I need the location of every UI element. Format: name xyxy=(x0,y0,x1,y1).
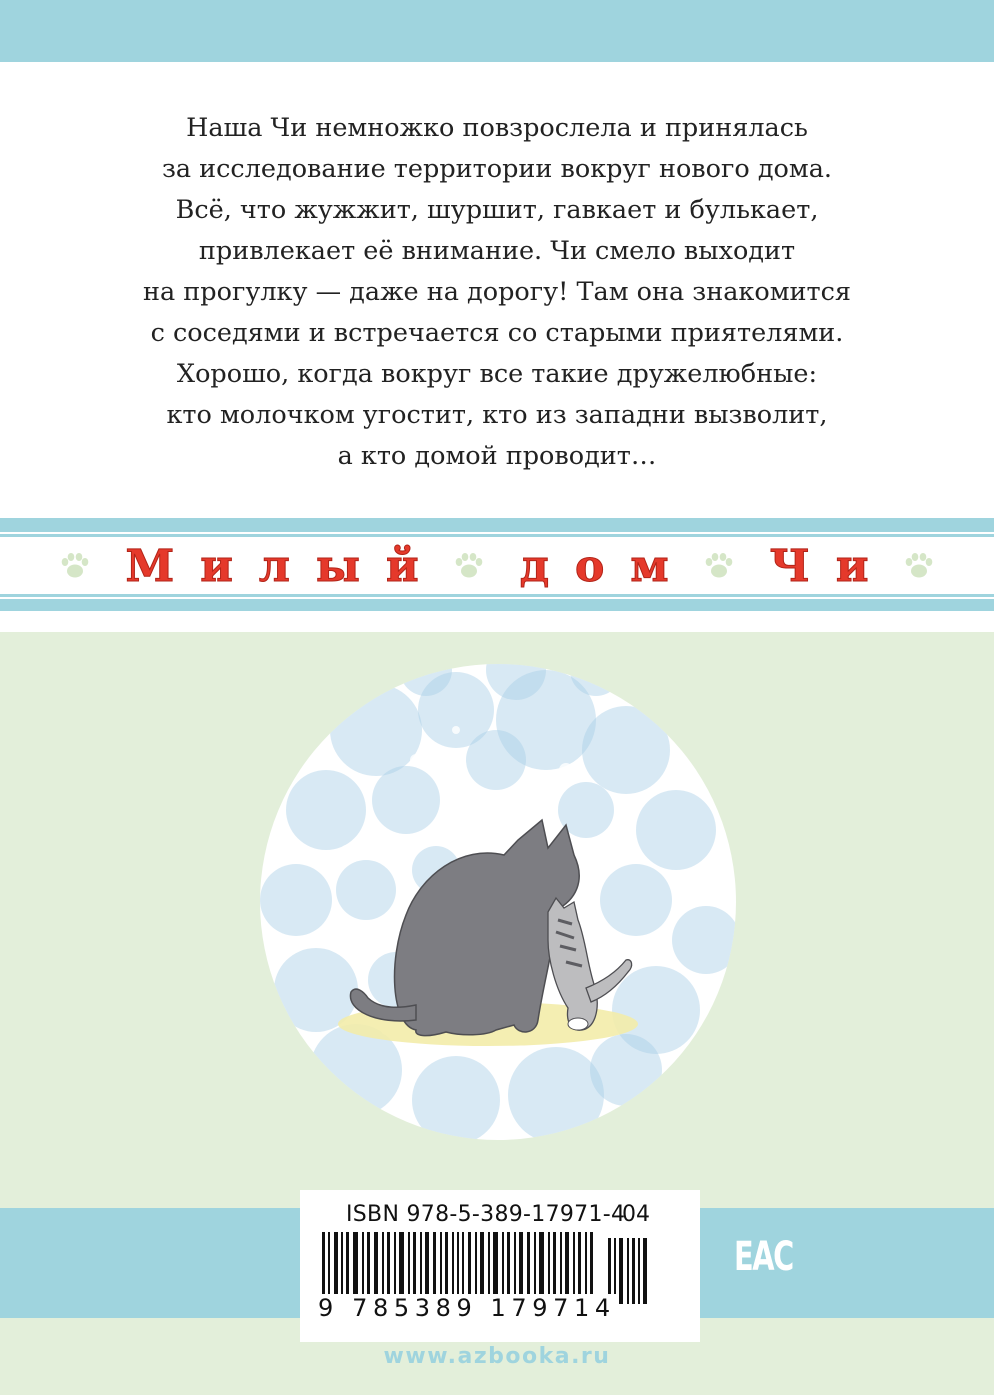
series-stripe-line xyxy=(0,594,994,597)
eac-mark: EAC xyxy=(734,1234,793,1280)
series-letter: ы xyxy=(315,540,361,592)
publisher-url[interactable]: www.azbooka.ru xyxy=(383,1344,611,1369)
paw-icon xyxy=(702,551,736,581)
barcode-number: 9 785389 179714 xyxy=(318,1294,616,1322)
series-letter: М xyxy=(125,540,175,592)
series-word xyxy=(126,541,419,592)
series-letter: й xyxy=(386,540,419,592)
series-letter: м xyxy=(630,540,669,592)
series-letter: л xyxy=(258,540,290,592)
paw-icon xyxy=(902,551,936,581)
blurb-line: за исследование территории вокруг нового дома. xyxy=(161,154,833,184)
series-letter: и xyxy=(835,540,869,592)
blurb-line: Наша Чи немножко повзрослела и принялась xyxy=(186,113,808,143)
series-letter: д xyxy=(519,540,550,592)
series-title xyxy=(0,538,994,594)
series-stripe-bottom xyxy=(0,599,994,611)
blurb-line: кто молочком угостит, кто из западни вызволит, xyxy=(166,400,828,430)
paw-icon xyxy=(452,551,486,581)
paw-icon xyxy=(58,551,92,581)
top-color-band xyxy=(0,0,994,62)
series-letter: и xyxy=(200,540,233,592)
barcode-color-strip xyxy=(0,1208,300,1318)
isbn-number: ISBN 978-5-389-17971-4 xyxy=(346,1202,626,1227)
series-word xyxy=(520,541,669,592)
back-cover-blurb xyxy=(60,108,934,477)
series-letter: о xyxy=(575,540,605,592)
blurb-line: Всё, что жужжит, шуршит, гавкает и булькает, xyxy=(175,195,819,225)
barcode-addon: 04 xyxy=(622,1202,650,1227)
blurb-line: с соседями и встречается со старыми приятелями. xyxy=(150,318,844,348)
series-letter: Ч xyxy=(769,540,810,592)
blurb-line: привлекает её внимание. Чи смело выходит xyxy=(198,236,796,266)
blurb-line: на прогулку — даже на дорогу! Там она знакомится xyxy=(142,277,851,307)
series-stripe-top xyxy=(0,518,994,532)
blurb-line: а кто домой проводит… xyxy=(337,441,657,471)
cats-illustration xyxy=(256,640,740,1160)
series-stripe-line xyxy=(0,534,994,537)
series-word xyxy=(770,541,869,592)
blurb-line: Хорошо, когда вокруг все такие дружелюбные: xyxy=(176,359,818,389)
